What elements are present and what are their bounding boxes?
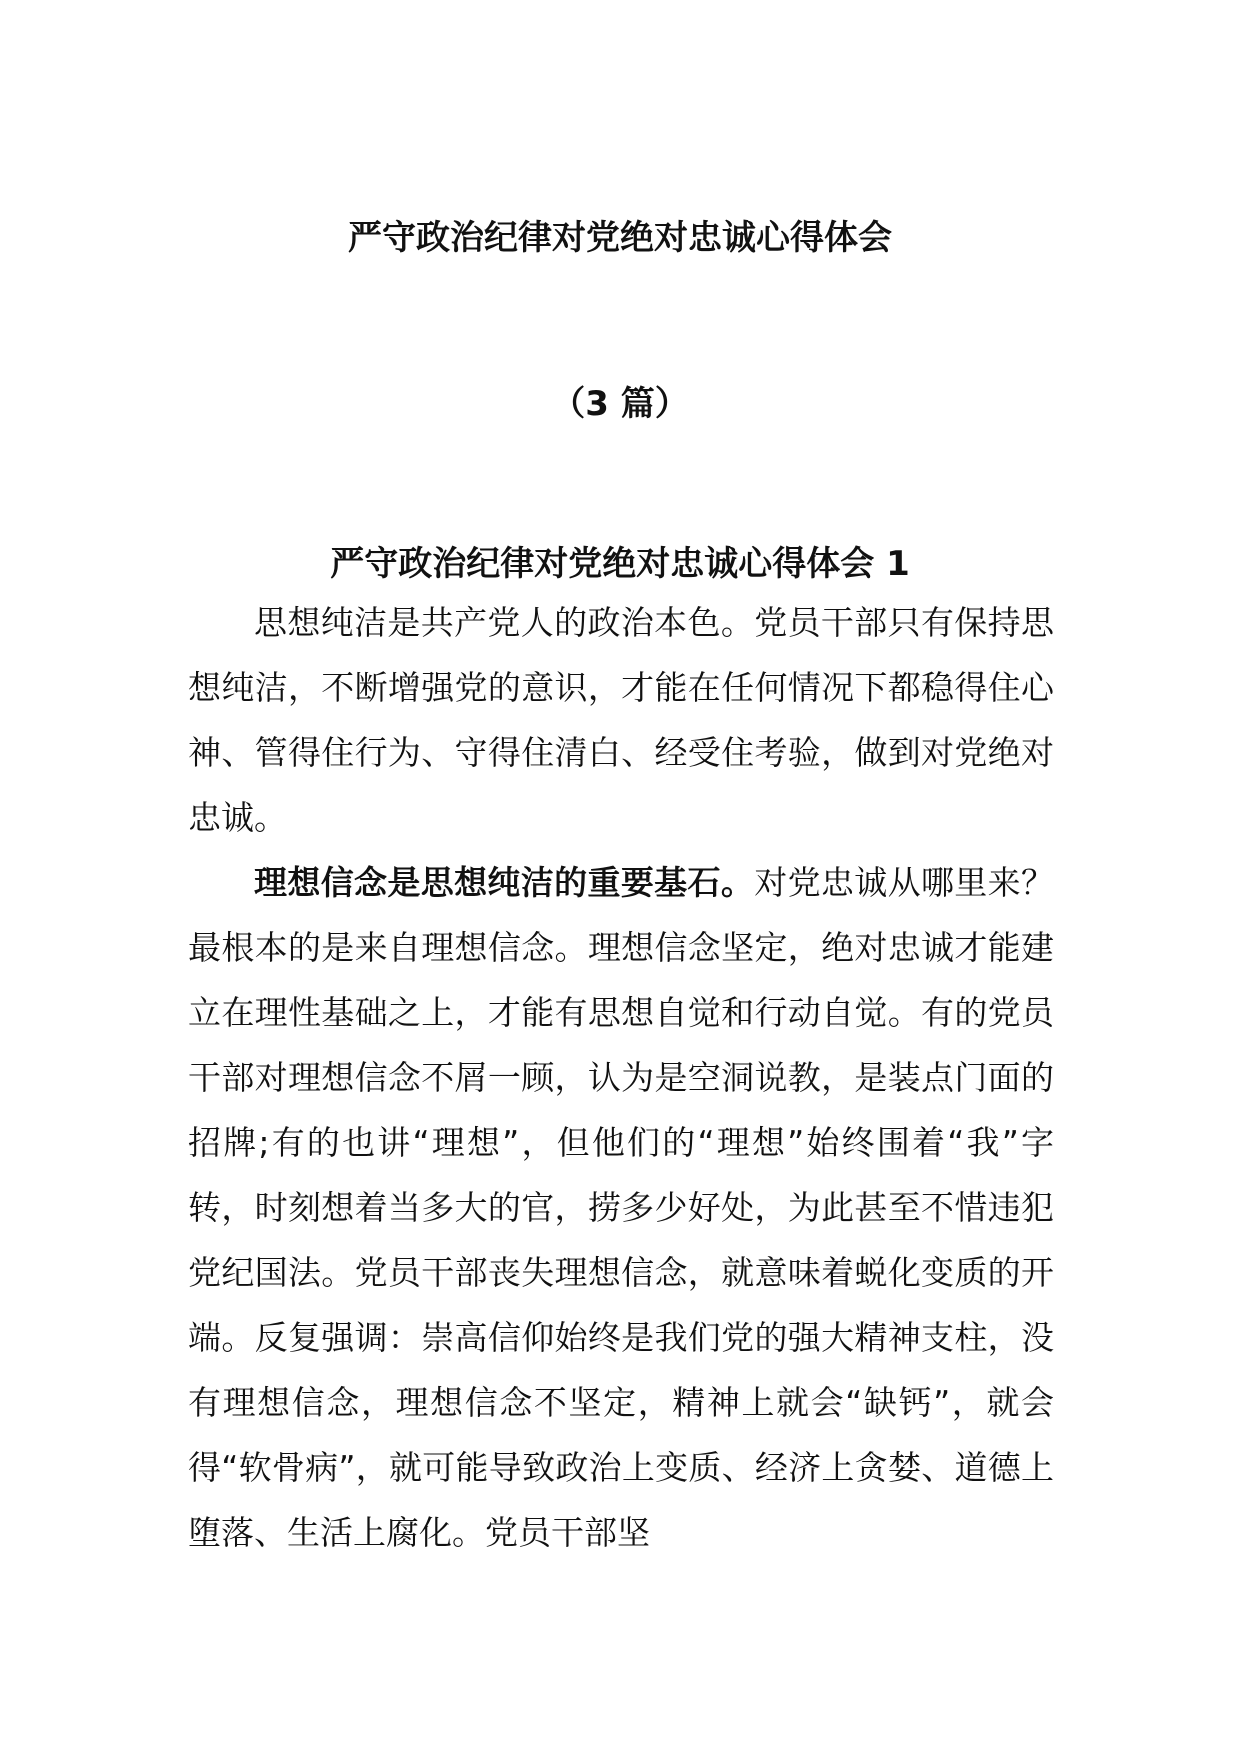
document-body xyxy=(188,590,1054,1565)
paragraph-text: 对党忠诚从哪里来？最根本的是来自理想信念。理想信念坚定，绝对忠诚才能建立在理性基础之上，才能有思想自觉和行动自觉。有的党员干部对理想信念不屑一顾，认为是空洞说教，是装点门面的招牌;有的也讲“理想”，但他们的“理想”始终围着“我”字转，时刻想着当多大的官，捞多少好处，为此甚至不惜违犯党纪国法。党员干部丧失理想信念，就意味着蜕化变质的开端。反复强调：崇高信仰始终是我们党的强大精神支柱，没有理想信念，理想信念不坚定，精神上就会“缺钙”，就会得“软骨病”，就可能导致政治上变质、经济上贪婪、道德上堕落、生活上腐化。党员干部坚 xyxy=(188,863,1055,1552)
section-title: 严守政治纪律对党绝对忠诚心得体会 1 xyxy=(330,544,910,584)
paragraph-text: 思想纯洁是共产党人的政治本色。党员干部只有保持思想纯洁，不断增强党的意识，才能在任何情况下都稳得住心神、管得住行为、守得住清白、经受住考验，做到对党绝对忠诚。 xyxy=(188,603,1054,837)
paragraph xyxy=(188,850,1054,1565)
document-title: 严守政治纪律对党绝对忠诚心得体会 xyxy=(348,218,892,258)
paragraph-lead: 理想信念是思想纯洁的重要基石。 xyxy=(254,863,755,902)
article-count-label: （3 篇） xyxy=(551,384,689,424)
paragraph xyxy=(188,590,1054,850)
